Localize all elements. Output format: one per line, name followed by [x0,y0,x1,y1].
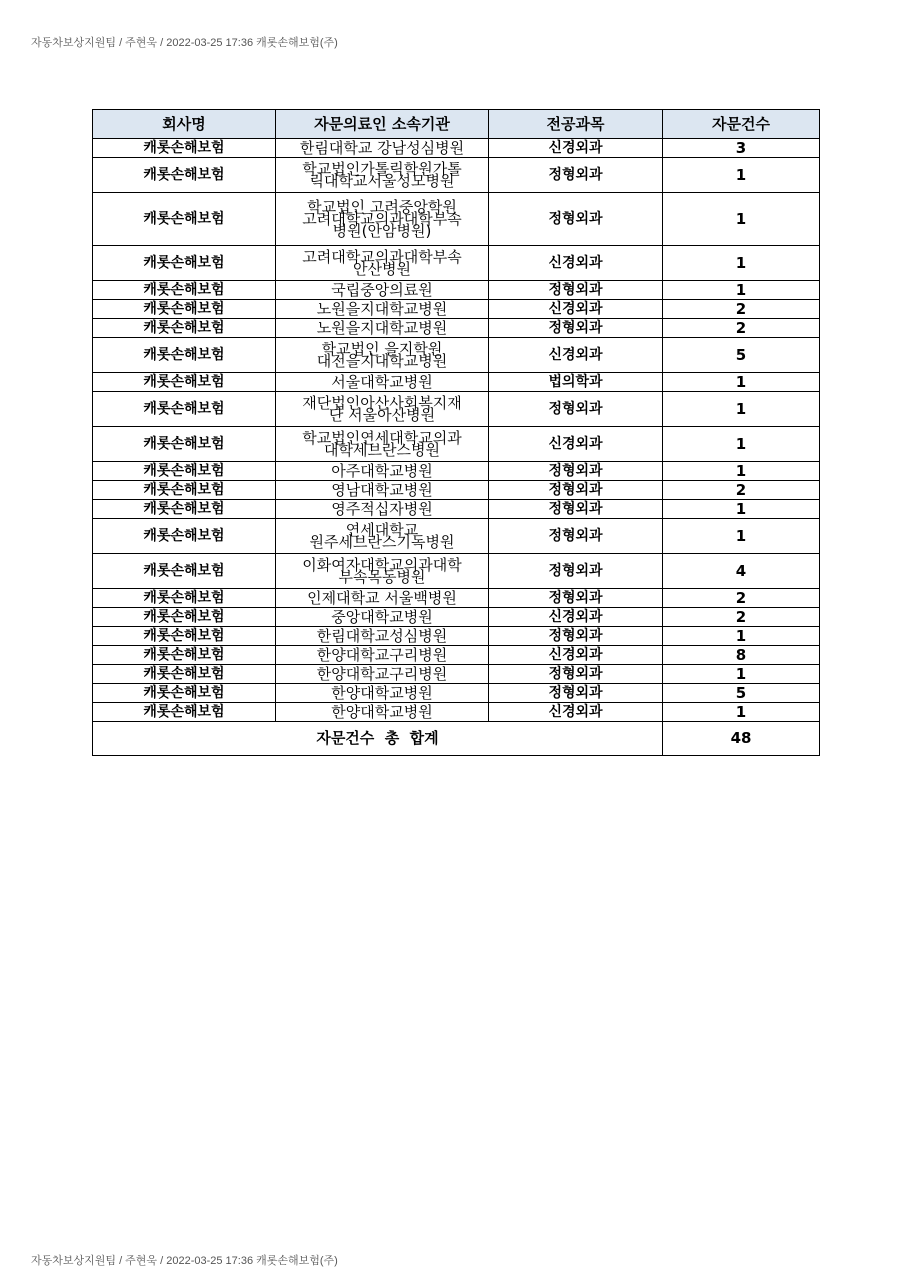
cell-count: 1 [663,281,820,300]
cell-count: 1 [663,665,820,684]
cell-count: 5 [663,338,820,373]
cell-institution: 노원을지대학교병원 [276,300,489,319]
cell-institution: 한양대학교병원 [276,684,489,703]
table-row [93,500,820,519]
cell-count: 1 [663,427,820,462]
cell-specialty: 신경외과 [489,608,663,627]
table-row [93,373,820,392]
cell-institution: 아주대학교병원 [276,462,489,481]
cell-specialty: 신경외과 [489,300,663,319]
cell-company: 캐롯손해보험 [93,246,276,281]
cell-specialty: 정형외과 [489,665,663,684]
cell-company: 캐롯손해보험 [93,646,276,665]
cell-count: 4 [663,554,820,589]
page-footer: 자동차보상지원팀 / 주현욱 / 2022-03-25 17:36 캐롯손해보험(주) [31,1255,338,1267]
cell-company: 캐롯손해보험 [93,608,276,627]
page-header: 자동차보상지원팀 / 주현욱 / 2022-03-25 17:36 캐롯손해보험(주) [31,37,338,49]
cell-company: 캐롯손해보험 [93,392,276,427]
cell-specialty: 신경외과 [489,246,663,281]
cell-count: 1 [663,627,820,646]
cell-count: 1 [663,392,820,427]
cell-count: 1 [663,462,820,481]
cell-company: 캐롯손해보험 [93,519,276,554]
cell-institution: 이화여자대학교의과대학 부속목동병원 [276,554,489,589]
cell-specialty: 정형외과 [489,554,663,589]
cell-specialty: 정형외과 [489,158,663,193]
cell-institution: 고려대학교의과대학부속 안산병원 [276,246,489,281]
total-label: 자문건수 총 합계 [93,722,663,756]
cell-company: 캐롯손해보험 [93,281,276,300]
cell-specialty: 신경외과 [489,427,663,462]
cell-company: 캐롯손해보험 [93,300,276,319]
cell-specialty: 신경외과 [489,703,663,722]
cell-company: 캐롯손해보험 [93,427,276,462]
cell-company: 캐롯손해보험 [93,373,276,392]
cell-company: 캐롯손해보험 [93,193,276,246]
table-row [93,665,820,684]
cell-company: 캐롯손해보험 [93,627,276,646]
cell-count: 8 [663,646,820,665]
cell-institution: 중앙대학교병원 [276,608,489,627]
cell-specialty: 신경외과 [489,139,663,158]
cell-company: 캐롯손해보험 [93,554,276,589]
cell-specialty: 법의학과 [489,373,663,392]
consultation-table [92,109,820,756]
cell-company: 캐롯손해보험 [93,684,276,703]
cell-company: 캐롯손해보험 [93,319,276,338]
cell-specialty: 정형외과 [489,319,663,338]
cell-specialty: 정형외과 [489,392,663,427]
cell-company: 캐롯손해보험 [93,158,276,193]
header-company: 회사명 [93,110,276,139]
cell-company: 캐롯손해보험 [93,665,276,684]
cell-specialty: 정형외과 [489,281,663,300]
cell-count: 1 [663,373,820,392]
cell-institution: 영남대학교병원 [276,481,489,500]
cell-specialty: 정형외과 [489,193,663,246]
cell-institution: 학교법인연세대학교의과 대학세브란스병원 [276,427,489,462]
table-row [93,427,820,462]
table-row [93,281,820,300]
table-row [93,608,820,627]
table-row [93,139,820,158]
table-row [93,462,820,481]
table-row [93,589,820,608]
cell-company: 캐롯손해보험 [93,500,276,519]
cell-institution: 영주적십자병원 [276,500,489,519]
table-row [93,158,820,193]
cell-count: 1 [663,193,820,246]
cell-specialty: 정형외과 [489,684,663,703]
cell-count: 2 [663,589,820,608]
table-row [93,319,820,338]
header-count: 자문건수 [663,110,820,139]
table-row [93,627,820,646]
cell-institution: 노원을지대학교병원 [276,319,489,338]
table-row [93,684,820,703]
cell-institution: 학교법인 을지학원 대전을지대학교병원 [276,338,489,373]
cell-specialty: 정형외과 [489,519,663,554]
cell-count: 2 [663,300,820,319]
cell-count: 1 [663,158,820,193]
cell-institution: 한림대학교성심병원 [276,627,489,646]
table-row [93,481,820,500]
cell-institution: 한양대학교구리병원 [276,665,489,684]
cell-institution: 한양대학교병원 [276,703,489,722]
cell-institution: 재단법인아산사회복지재 단 서울아산병원 [276,392,489,427]
cell-company: 캐롯손해보험 [93,338,276,373]
cell-company: 캐롯손해보험 [93,589,276,608]
table-row [93,300,820,319]
cell-institution: 서울대학교병원 [276,373,489,392]
table-body [93,139,820,722]
cell-specialty: 정형외과 [489,500,663,519]
cell-institution: 연세대학교 원주세브란스기독병원 [276,519,489,554]
table-row [93,338,820,373]
table-row [93,193,820,246]
cell-company: 캐롯손해보험 [93,462,276,481]
cell-count: 1 [663,500,820,519]
table-row [93,646,820,665]
cell-specialty: 정형외과 [489,589,663,608]
cell-count: 2 [663,481,820,500]
cell-institution: 한림대학교 강남성심병원 [276,139,489,158]
cell-specialty: 정형외과 [489,462,663,481]
table-row [93,554,820,589]
cell-count: 1 [663,519,820,554]
cell-count: 1 [663,703,820,722]
header-institution: 자문의료인 소속기관 [276,110,489,139]
table-row [93,703,820,722]
cell-specialty: 신경외과 [489,338,663,373]
cell-specialty: 정형외과 [489,481,663,500]
cell-count: 2 [663,608,820,627]
cell-institution: 학교법인가톨릭학원가톨 릭대학교서울성모병원 [276,158,489,193]
cell-count: 2 [663,319,820,338]
cell-institution: 인제대학교 서울백병원 [276,589,489,608]
cell-company: 캐롯손해보험 [93,139,276,158]
cell-specialty: 신경외과 [489,646,663,665]
cell-institution: 한양대학교구리병원 [276,646,489,665]
cell-specialty: 정형외과 [489,627,663,646]
cell-institution: 학교법인 고려중앙학원 고려대학교의과대학부속 병원(안암병원) [276,193,489,246]
cell-company: 캐롯손해보험 [93,703,276,722]
cell-count: 5 [663,684,820,703]
cell-institution: 국립중앙의료원 [276,281,489,300]
total-value: 48 [663,722,820,756]
cell-count: 1 [663,246,820,281]
table-row [93,392,820,427]
table-header-row [93,110,820,139]
table-row [93,519,820,554]
header-specialty: 전공과목 [489,110,663,139]
table-row [93,246,820,281]
cell-count: 3 [663,139,820,158]
cell-company: 캐롯손해보험 [93,481,276,500]
total-row [93,722,820,756]
